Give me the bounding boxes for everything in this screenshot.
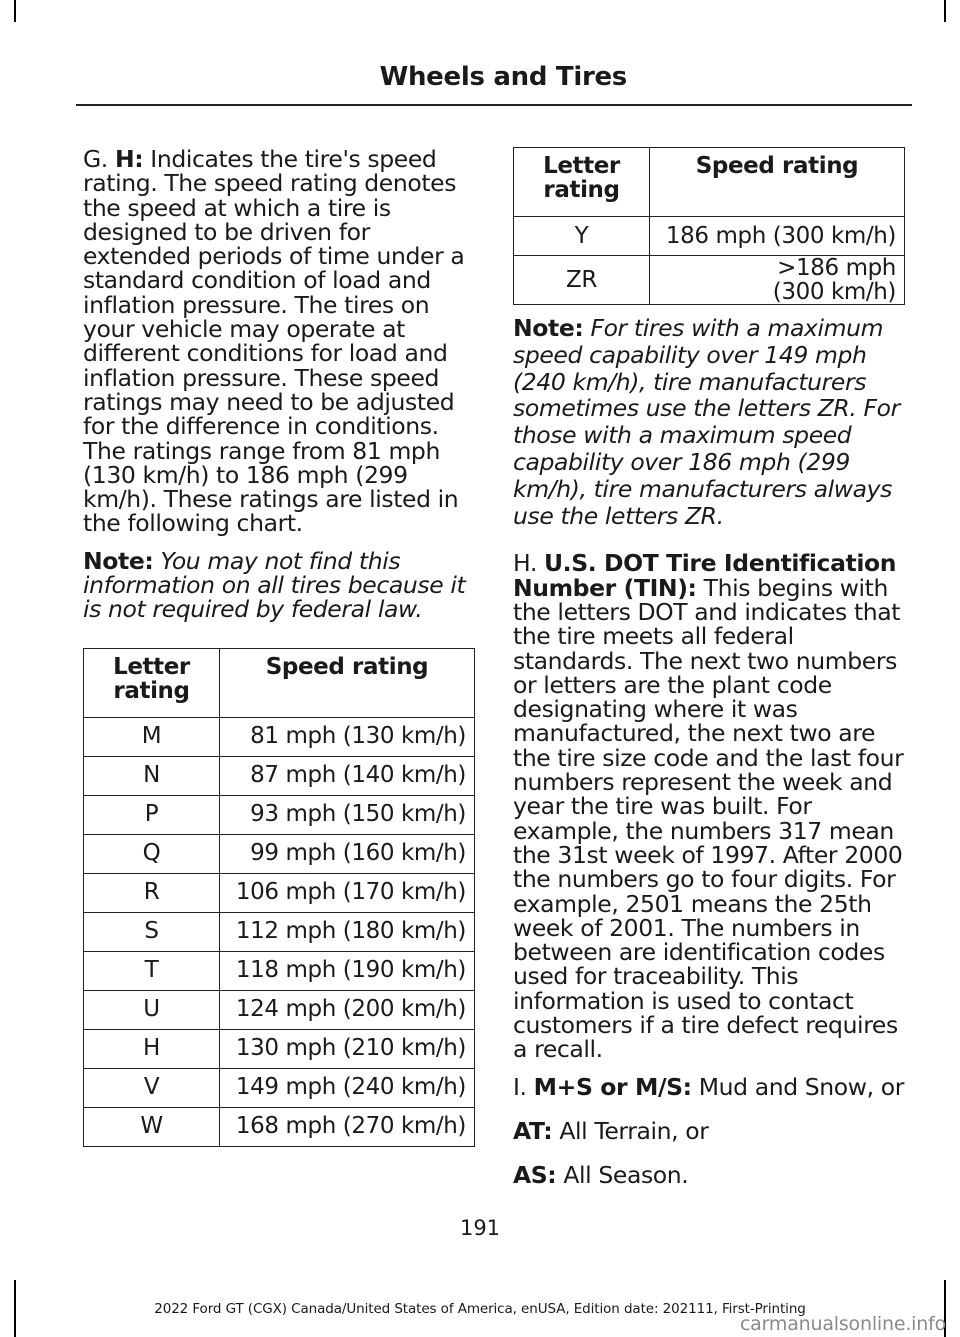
header-letter-rating: Letter rating bbox=[514, 148, 650, 217]
table-row bbox=[514, 217, 905, 256]
page-number: 191 bbox=[459, 1216, 501, 1240]
item-as-label: AS: bbox=[513, 1161, 557, 1190]
speed-rating-table bbox=[83, 648, 475, 1147]
letter-cell: S bbox=[84, 912, 220, 951]
note-label: Note: bbox=[83, 546, 154, 575]
table-header-row bbox=[84, 648, 475, 717]
dot-tin-paragraph bbox=[513, 549, 908, 1064]
speed-cell: 87 mph (140 km/h) bbox=[220, 756, 475, 795]
speed-line-2: (300 km/h) bbox=[772, 279, 896, 305]
speed-cell: 112 mph (180 km/h) bbox=[220, 912, 475, 951]
item-h-label: H: bbox=[114, 145, 144, 173]
table-row bbox=[84, 1029, 475, 1068]
table-header-row bbox=[514, 148, 905, 217]
speed-rating-paragraph bbox=[83, 147, 478, 536]
table-row bbox=[84, 951, 475, 990]
table-row bbox=[84, 873, 475, 912]
speed-line-1: >186 mph bbox=[777, 255, 896, 281]
table-row bbox=[84, 717, 475, 756]
letter-cell: M bbox=[84, 717, 220, 756]
speed-cell: 81 mph (130 km/h) bbox=[220, 717, 475, 756]
header-speed-rating: Speed rating bbox=[220, 648, 475, 717]
item-h-text: Indicates the tire's speed rating. The speed rating denotes the speed at which a tire is designed to be driven for extended periods of time under a standard condition of load and inflation pressure. The tires on your vehicle may operate at different conditions for load and inflation pressure. These speed ratings may need to be adjusted for the difference in conditions. The ratings range from 81 mph (130 km/h) to 186 mph (299 km/h). These ratings are listed in the following chart. bbox=[83, 145, 465, 538]
edition-footer: 2022 Ford GT (CGX) Canada/United States of America, enUSA, Edition date: 202111, First-Printing bbox=[154, 1301, 806, 1317]
table-row bbox=[84, 834, 475, 873]
item-at-label: AT: bbox=[513, 1116, 553, 1145]
crop-mark-top-right bbox=[944, 0, 946, 22]
table-row bbox=[514, 256, 905, 305]
header-divider bbox=[76, 104, 912, 106]
letter-cell: N bbox=[84, 756, 220, 795]
item-ms-label: M+S or M/S: bbox=[533, 1072, 692, 1101]
item-as-text: All Season. bbox=[556, 1161, 689, 1190]
item-at-text: All Terrain, or bbox=[552, 1116, 709, 1145]
letter-cell: V bbox=[84, 1068, 220, 1107]
letter-cell: ZR bbox=[514, 256, 650, 305]
letter-cell: Y bbox=[514, 217, 650, 256]
letter-cell: W bbox=[84, 1107, 220, 1146]
table-row bbox=[84, 912, 475, 951]
right-column bbox=[513, 147, 908, 1201]
speed-cell: 186 mph (300 km/h) bbox=[650, 217, 905, 256]
speed-cell: 124 mph (200 km/h) bbox=[220, 990, 475, 1029]
table-row bbox=[84, 756, 475, 795]
all-season-paragraph bbox=[513, 1161, 908, 1190]
item-tin-text: This begins with the letters DOT and indicates that the tire meets all federal standards. The next two numbers or letters are the plant code designating where it was manufactured, the next two are the tire size code and the last four numbers represent the week and year the tire was built. For example, the numbers 317 mean the 31st week of 1997. After 2000 the numbers go to four digits. For example, 2501 means the 25th week of 2001. The numbers in between are identification codes used for traceability. This information is used to contact customers if a tire defect requires a recall. bbox=[513, 573, 904, 1064]
all-terrain-paragraph bbox=[513, 1116, 908, 1145]
table-row bbox=[84, 1068, 475, 1107]
speed-cell: 106 mph (170 km/h) bbox=[220, 873, 475, 912]
item-tin-label: U.S. DOT Tire Identification Number (TIN): bbox=[513, 549, 897, 602]
speed-cell: 130 mph (210 km/h) bbox=[220, 1029, 475, 1068]
letter-cell: Q bbox=[84, 834, 220, 873]
letter-cell: R bbox=[84, 873, 220, 912]
item-ms-text: Mud and Snow, or bbox=[691, 1072, 904, 1101]
speed-cell: 118 mph (190 km/h) bbox=[220, 951, 475, 990]
note-federal-law bbox=[83, 546, 478, 624]
speed-cell bbox=[650, 256, 905, 305]
table-row bbox=[84, 990, 475, 1029]
speed-cell: 99 mph (160 km/h) bbox=[220, 834, 475, 873]
note-zr bbox=[513, 315, 908, 529]
page-title: Wheels and Tires bbox=[379, 62, 627, 92]
note-text: You may not find this information on all tires because it is not required by federal law. bbox=[83, 546, 466, 624]
header-speed-rating: Speed rating bbox=[650, 148, 905, 217]
letter-cell: P bbox=[84, 795, 220, 834]
mud-snow-paragraph bbox=[513, 1072, 908, 1101]
left-column bbox=[83, 147, 478, 1147]
speed-cell: 93 mph (150 km/h) bbox=[220, 795, 475, 834]
item-h-prefix: H. bbox=[513, 549, 544, 578]
table-row bbox=[84, 1107, 475, 1146]
header-letter-rating: Letter rating bbox=[84, 648, 220, 717]
crop-mark-top-left bbox=[14, 0, 16, 22]
item-i-prefix: I. bbox=[513, 1072, 534, 1101]
letter-cell: U bbox=[84, 990, 220, 1029]
letter-cell: T bbox=[84, 951, 220, 990]
speed-cell: 149 mph (240 km/h) bbox=[220, 1068, 475, 1107]
speed-rating-table-continued bbox=[513, 147, 905, 305]
speed-cell: 168 mph (270 km/h) bbox=[220, 1107, 475, 1146]
note-label: Note: bbox=[513, 314, 584, 342]
table-row bbox=[84, 795, 475, 834]
watermark: carmanualsonline.info bbox=[739, 1313, 946, 1335]
letter-cell: H bbox=[84, 1029, 220, 1068]
note-text: For tires with a maximum speed capability over 149 mph (240 km/h), tire manufacturers sometimes use the letters ZR. For those with a maximum speed capability over 186 mph (299 km/h), tire manufacturers always use the letters ZR. bbox=[513, 314, 900, 530]
item-g-prefix: G. bbox=[83, 145, 115, 173]
